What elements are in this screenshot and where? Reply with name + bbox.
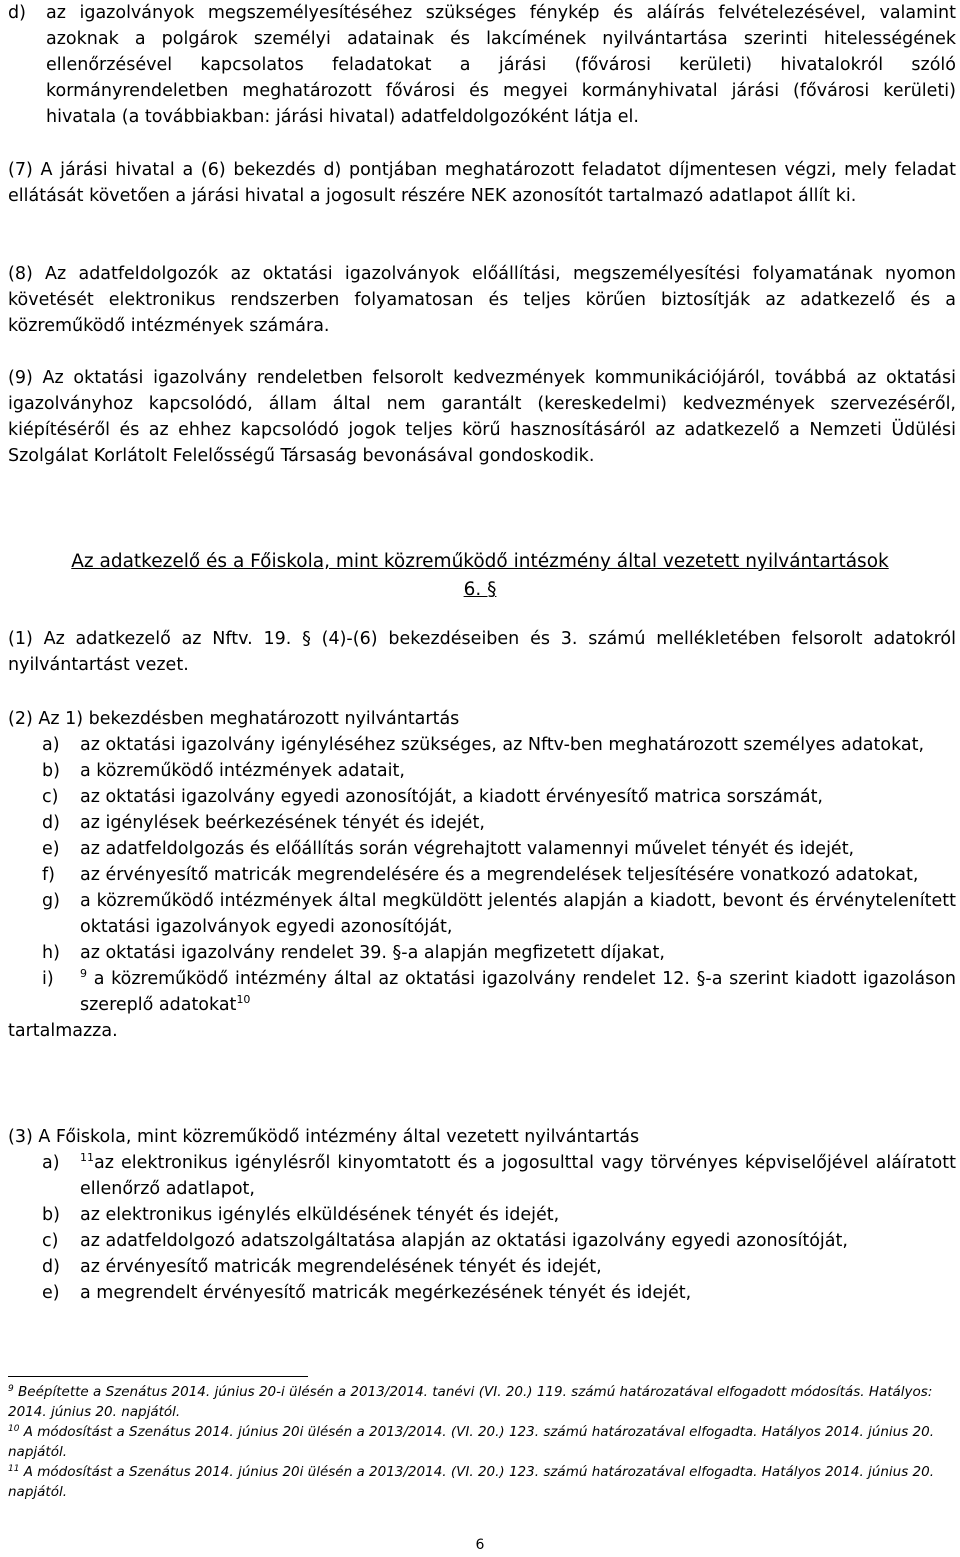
list-item [42,1254,956,1280]
item-text: az adatfeldolgozás és előállítás során végrehajtott valamennyi művelet tényét és idejét, [80,839,855,859]
item-label: c) [42,1231,59,1251]
paragraph-9: (9) Az oktatási igazolvány rendeletben felsorolt kedvezmények kommunikációjáról, továbbá az oktatási igazolványhoz kapcsolódó, állam által nem garantált (kereskedelmi) kedvezmények szervezéséről, kiépítéséről és az ehhez kapcsolódó jogok teljes körű hasznosításáról az adatkezelő a Nemzeti Üdülési Szolgálat Korlátolt Felelősségű Társaság bevonásával gondoskodik. [8,368,956,466]
section-number: 6. § [463,579,497,600]
item-label: f) [42,865,55,885]
item-text-body: az elektronikus igénylésről kinyomtatott és a jogosulttal vagy törvényes képviselőjével aláíratott ellenőrző adatlapot, [80,1153,956,1199]
list-item [42,966,956,1018]
item-text-body: a közreműködő intézmény által az oktatási igazolvány rendelet 12. §-a szerint kiadott igazoláson szereplő adatokat [80,969,956,1015]
item-text: az igénylések beérkezésének tényét és idejét, [80,813,485,833]
list-item [42,862,956,888]
paragraph-7: (7) A járási hivatal a (6) bekezdés d) pontjában meghatározott feladatot díjmentesen végzi, mely feladat ellátását követően a járási hivatal a jogosult részére NEK azonosítót tartalmazó adatlapot állít ki. [8,160,956,206]
item-label: a) [42,1153,60,1173]
paragraph-6d [8,0,956,130]
footnote-ref-9[interactable]: 9 [80,967,87,980]
item-label: d) [8,3,26,23]
list-item [42,758,956,784]
item-text [80,1150,956,1202]
subsection-2-outro: tartalmazza. [8,1021,118,1041]
item-label: g) [42,891,60,911]
subsection-2 [8,706,956,1044]
item-label: e) [42,839,60,859]
item-text: az oktatási igazolvány rendelet 39. §-a alapján megfizetett díjakat, [80,943,665,963]
item-text: az igazolványok megszemélyesítéséhez szükséges fénykép és aláírás felvételezésével, valamint azoknak a polgárok személyi adatainak és lakcímének nyilvántartása szerinti hitelességének ellenőrzésével kapcsolatos feladatokat a járási (fővárosi kerületi) hivatalokról szóló kormányrendeletben meghatározott fővárosi és megyei kormányhivatal járási (fővárosi kerületi) hivatala (a továbbiakban: járási hivatal) adatfeldolgozóként látja el. [46,3,956,127]
item-text: az oktatási igazolvány igényléséhez szükséges, az Nftv-ben meghatározott személyes adatokat, [80,735,925,755]
list-item [42,784,956,810]
item-label: i) [42,969,54,989]
list-item [42,810,956,836]
footnote-9 [8,1382,958,1422]
subsection-2-intro: (2) Az 1) bekezdésben meghatározott nyilvántartás [8,709,460,729]
item-text: az érvényesítő matricák megrendelésének tényét és idejét, [80,1257,602,1277]
footnote-text: A módosítást a Szenátus 2014. június 20i ülésén a 2013/2014. (VI. 20.) 123. számú határozatával elfogadta. Hatályos 2014. június 20. napjától. [8,1464,934,1500]
item-text: az adatfeldolgozó adatszolgáltatása alapján az oktatási igazolvány egyedi azonosítóját, [80,1231,848,1251]
item-label: b) [42,761,60,781]
item-text: az elektronikus igénylés elküldésének tényét és idejét, [80,1205,560,1225]
subsection-1: (1) Az adatkezelő az Nftv. 19. § (4)-(6) bekezdéseiben és 3. számú mellékletében felsorolt adatokról nyilvántartást vezet. [8,629,956,675]
list-item [42,1228,956,1254]
footnote-10 [8,1422,958,1462]
footnote-text: Beépítette a Szenátus 2014. június 20-i ülésén a 2013/2014. tanévi (VI. 20.) 119. számú határozatával elfogadott módosítás. Hatályos: 2014. június 20. napjától. [8,1384,933,1420]
list-item [42,888,956,940]
item-text: az oktatási igazolvány egyedi azonosítóját, a kiadott érvényesítő matrica sorszámát, [80,787,823,807]
item-text: a közreműködő intézmények által megküldött jelentés alapján a kiadott, bevont és érvénytelenített oktatási igazolványok egyedi azonosítóját, [80,891,956,937]
item-label: h) [42,943,60,963]
paragraph-8: (8) Az adatfeldolgozók az oktatási igazolványok előállítási, megszemélyesítési folyamatának nyomon követését elektronikus rendszerben folyamatosan és teljes körűen biztosítják az adatkezelő és a közreműködő intézmények számára. [8,264,956,336]
item-label: c) [42,787,59,807]
section-title: Az adatkezelő és a Főiskola, mint közreműködő intézmény által vezetett nyilvántartások [71,551,889,572]
page-number: 6 [475,1537,485,1553]
item-text: az érvényesítő matricák megrendelésére és a megrendelések teljesítésére vonatkozó adatokat, [80,865,919,885]
list-item [42,836,956,862]
item-label: d) [42,813,60,833]
list-item [42,1280,956,1306]
footnote-11 [8,1462,958,1502]
footnote-ref-11[interactable]: 11 [80,1151,94,1164]
item-text [80,966,956,1018]
list-item [42,732,956,758]
list-item [42,1150,956,1202]
footnote-number: 10 [8,1424,20,1434]
list-item [42,1202,956,1228]
footnote-text: A módosítást a Szenátus 2014. június 20i ülésén a 2013/2014. (VI. 20.) 123. számú határozatával elfogadta. Hatályos 2014. június 20. napjától. [8,1424,934,1460]
subsection-3 [8,1124,956,1306]
item-text: a közreműködő intézmények adatait, [80,761,405,781]
item-label: e) [42,1283,60,1303]
list-item [42,940,956,966]
item-label: d) [42,1257,60,1277]
item-text: a megrendelt érvényesítő matricák megérkezésének tényét és idejét, [80,1283,692,1303]
item-label: b) [42,1205,60,1225]
footnote-ref-10[interactable]: 10 [236,993,251,1006]
item-label: a) [42,735,60,755]
footnote-number: 11 [8,1464,20,1474]
subsection-3-intro: (3) A Főiskola, mint közreműködő intézmény által vezetett nyilvántartás [8,1127,640,1147]
footnote-separator [8,1376,308,1377]
footnote-number: 9 [8,1384,14,1394]
